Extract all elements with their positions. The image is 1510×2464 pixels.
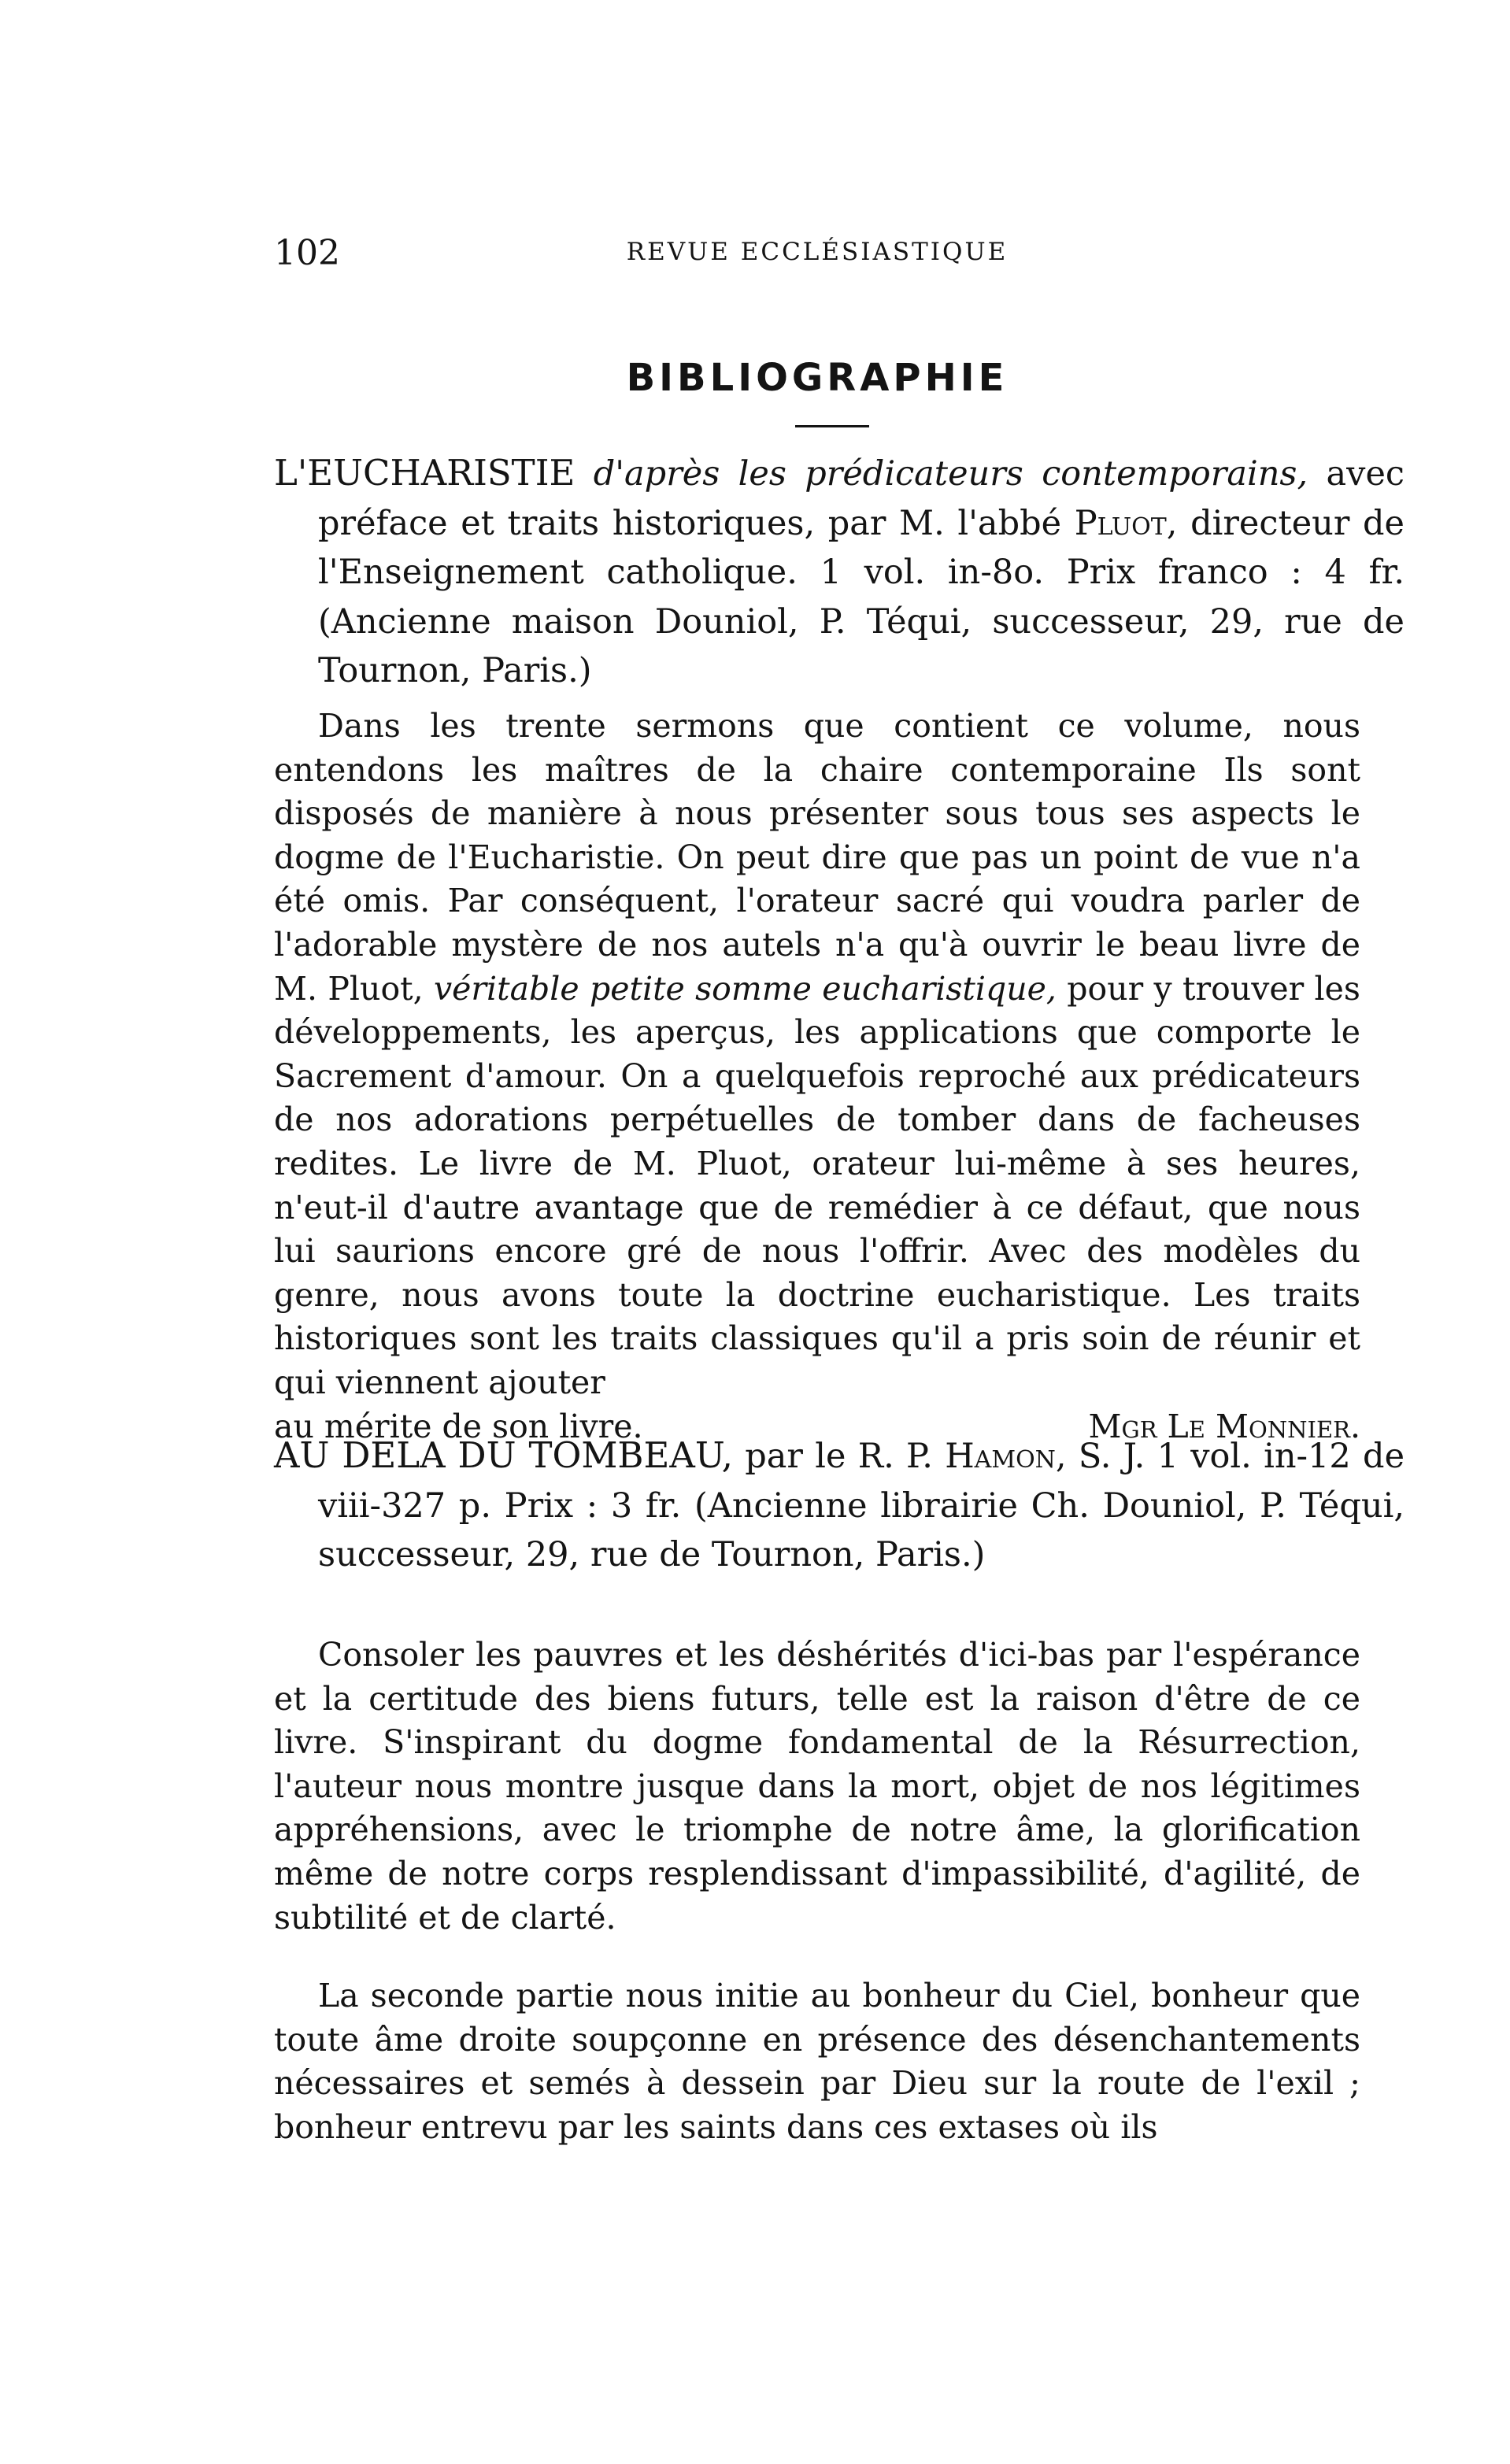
section-title: BIBLIOGRAPHIE <box>626 356 1009 400</box>
entry-publication: S. J. 1 vol. in-12 de viii-327 p. Prix : 3 fr. (Ancienne librairie Ch. Douniol, P. Téqui, successeur, 29, rue de Tournon, Paris.) <box>318 1437 1405 1574</box>
review-text <box>274 1974 1360 2149</box>
review-signature: Mgr Le Monnier. <box>1088 1407 1360 1445</box>
entry-details: par le R. P. <box>745 1437 933 1476</box>
review-paragraph <box>274 705 1360 1405</box>
entry-subtitle: d'après les prédicateurs contemporains, <box>593 454 1308 494</box>
review-text-part: pour y trouver les développements, les aperçus, les applications que comporte le Sacrement d'amour. On a quelquefois reproché aux prédicateurs de nos adorations perpétuelles de tomber dans de facheuses redites. Le livre de M. Pluot, orateur lui-même à ses heures, n'eut-il d'autre avantage que de remédier à ce défaut, que nous lui saurions encore gré de nous l'offrir. Avec des modèles du genre, nous avons toute la doctrine eucharistique. Les traits historiques sont les traits classiques qu'il a pris soin de réunir et qui viennent ajouter <box>274 969 1360 1401</box>
entry-heading <box>274 1431 1405 1580</box>
review-text <box>274 1633 1360 1940</box>
entry-details: avec préface et traits historiques, par M. l'abbé <box>318 454 1405 543</box>
entry-author: Pluot, <box>1074 503 1178 543</box>
entry-author: Hamon, <box>945 1437 1067 1476</box>
entry-title: AU DELA DU TOMBEAU, <box>274 1434 733 1476</box>
review-italic-phrase: véritable petite somme eucharistique, <box>433 969 1057 1008</box>
entry-title: L'EUCHARISTIE <box>274 452 576 494</box>
title-rule <box>795 425 869 427</box>
page-header <box>274 233 1360 280</box>
review-last-line: au mérite de son livre. <box>274 1407 643 1445</box>
entry-heading <box>274 449 1405 696</box>
page-number: 102 <box>274 233 340 273</box>
review-paragraph: La seconde partie nous initie au bonheur du Ciel, bonheur que toute âme droite soupçonne en présence des désenchantements nécessaires et semés à dessein par Dieu sur la route de l'exil ; bonheur entrevu par les saints dans ces extases où ils <box>274 1977 1360 2146</box>
running-head: REVUE ECCLÉSIASTIQUE <box>626 238 1009 266</box>
entry-publication: directeur de l'Enseignement catholique. 1 vol. in-8o. Prix franco : 4 fr. (Ancienne maison Douniol, P. Téqui, successeur, 29, rue de Tournon, Paris.) <box>318 503 1405 690</box>
review-text <box>274 705 1360 1448</box>
review-text-part: Dans les trente sermons que contient ce volume, nous entendons les maîtres de la chaire contemporaine Ils sont disposés de manière à nous présenter sous tous ses aspects le dogme de l'Eucharistie. On peut dire que pas un point de vue n'a été omis. Par conséquent, l'orateur sacré qui voudra parler de l'adorable mystère de nos autels n'a qu'à ouvrir le beau livre de M. Pluot, <box>274 707 1360 1008</box>
review-paragraph: Consoler les pauvres et les déshérités d'ici-bas par l'espérance et la certitude des biens futurs, telle est la raison d'être de ce livre. S'inspirant du dogme fondamental de la Résurrection, l'auteur nous montre jusque dans la mort, objet de nos légitimes appréhensions, avec le triomphe de notre âme, la glorification même de notre corps resplendissant d'impassibilité, d'agilité, de subtilité et de clarté. <box>274 1636 1360 1937</box>
